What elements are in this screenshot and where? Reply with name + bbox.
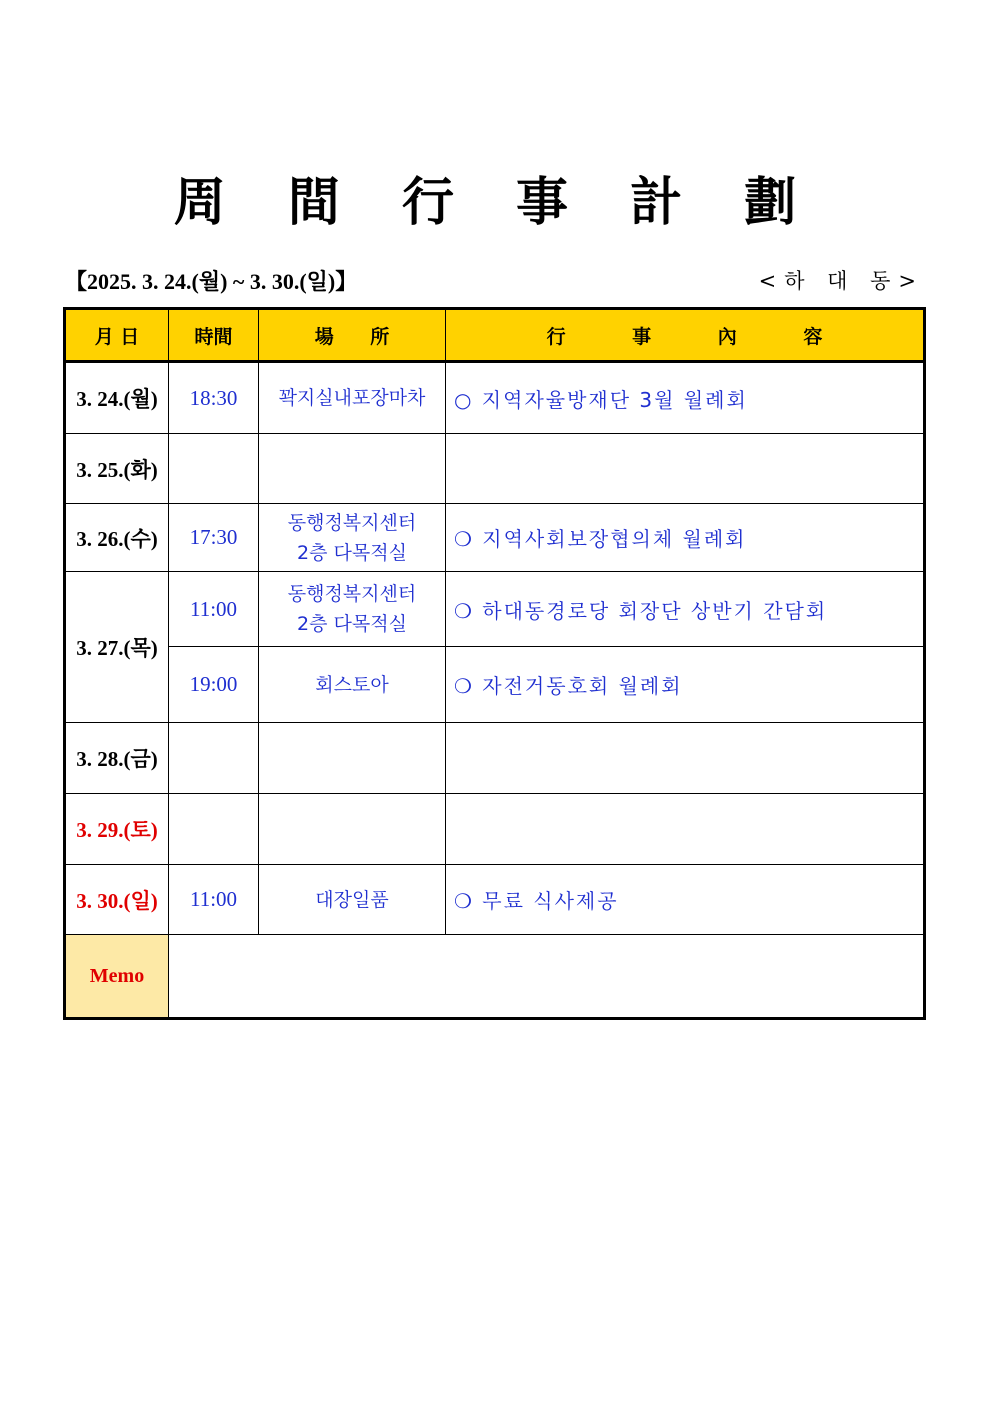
- memo-label: Memo: [65, 935, 169, 1019]
- row-date: 3. 27.(목): [65, 572, 169, 723]
- row-event: ❍ 지역사회보장협의체 월례회: [446, 504, 925, 572]
- dong-label: <하 대 동>: [758, 269, 924, 293]
- row-time: 17:30: [169, 504, 259, 572]
- row-place-line2: 2층 다목적실: [297, 541, 407, 564]
- header-content: 行 事 內 容: [446, 309, 925, 362]
- period-label: 【2025. 3. 24.(월) ~ 3. 30.(일)】: [65, 269, 358, 294]
- header-date: 月 日: [65, 309, 169, 362]
- row-time: 18:30: [169, 362, 259, 434]
- row-place: 회스토아: [259, 647, 446, 723]
- table-row: [65, 362, 925, 434]
- row-time: 19:00: [169, 647, 259, 723]
- row-date: 3. 24.(월): [65, 362, 169, 434]
- row-date: 3. 25.(화): [65, 434, 169, 504]
- row-date: 3. 28.(금): [65, 723, 169, 794]
- row-event: ○ 지역자율방재단 3월 월례회: [446, 362, 925, 434]
- row-place: [259, 794, 446, 865]
- page-title: 周 間 行 事 計 劃: [173, 172, 819, 233]
- row-time: 11:00: [169, 572, 259, 647]
- memo-field[interactable]: [169, 935, 925, 1019]
- table-row: [65, 572, 925, 647]
- table-row: [65, 865, 925, 935]
- row-event: [446, 723, 925, 794]
- row-place-line1: 동행정복지센터: [287, 511, 417, 534]
- row-event: [446, 434, 925, 504]
- row-place-line2: 2층 다목적실: [297, 613, 407, 635]
- row-date: 3. 26.(수): [65, 504, 169, 572]
- row-event: [446, 794, 925, 865]
- row-date: 3. 29.(토): [65, 794, 169, 865]
- row-place: [259, 504, 446, 572]
- row-place-line1: 동행정복지센터: [287, 583, 417, 605]
- header-row: [65, 309, 925, 362]
- table-row: [65, 794, 925, 865]
- table-row: [65, 504, 925, 572]
- header-time: 時間: [169, 309, 259, 362]
- table-row: [65, 723, 925, 794]
- row-place: [259, 572, 446, 647]
- header-place: 場 所: [259, 309, 446, 362]
- table-row: [65, 647, 925, 723]
- schedule-table: [63, 307, 926, 1020]
- table-row: [65, 434, 925, 504]
- row-place: 꽉지실내포장마차: [259, 362, 446, 434]
- row-event: ❍ 하대동경로당 회장단 상반기 간담회: [446, 572, 925, 647]
- row-place: [259, 723, 446, 794]
- row-place: [259, 434, 446, 504]
- row-time: [169, 794, 259, 865]
- row-time: 11:00: [169, 865, 259, 935]
- memo-row: [65, 935, 925, 1019]
- row-place: 대장일품: [259, 865, 446, 935]
- row-event: ❍ 자전거동호회 월례회: [446, 647, 925, 723]
- row-time: [169, 434, 259, 504]
- row-date: 3. 30.(일): [65, 865, 169, 935]
- row-event: ❍ 무료 식사제공: [446, 865, 925, 935]
- row-time: [169, 723, 259, 794]
